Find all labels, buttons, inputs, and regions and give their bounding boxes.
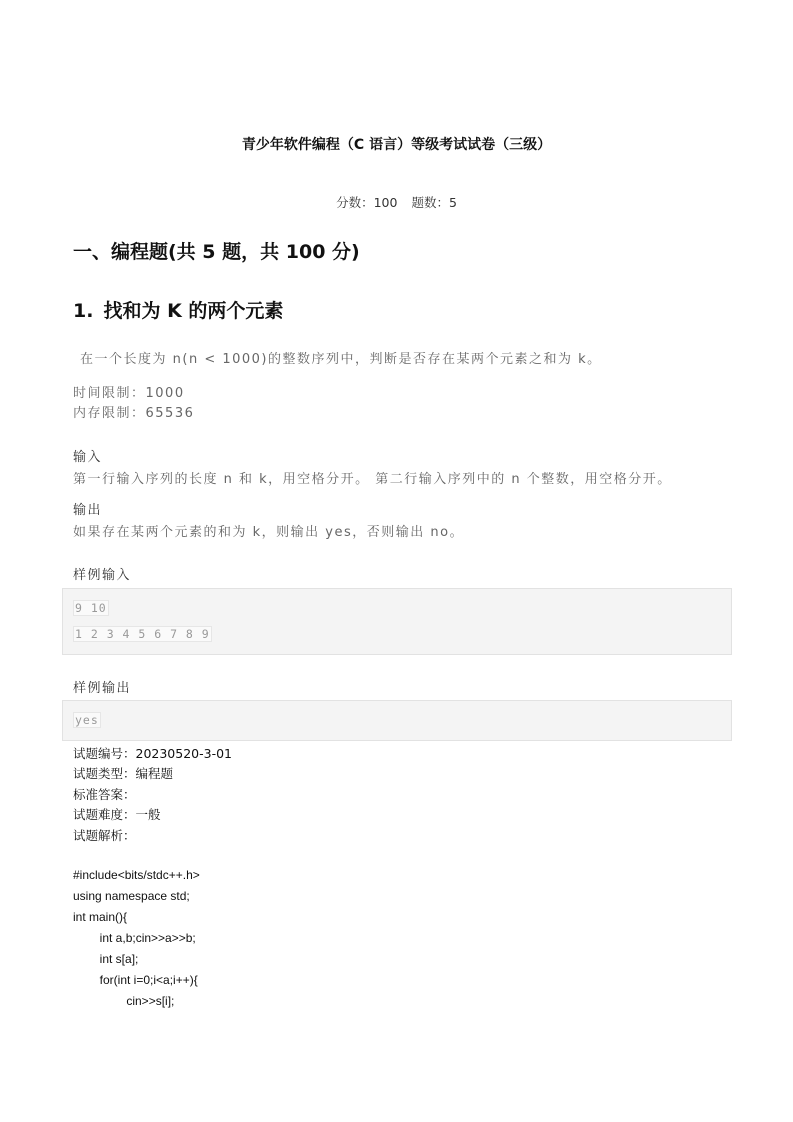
question-description: 在一个长度为 n(n < 1000)的整数序列中，判断是否存在某两个元素之和为 k。 — [80, 352, 602, 367]
sample-output-box — [62, 700, 732, 741]
standard-answer-label: 标准答案： — [73, 787, 136, 802]
code-line: cin>>s[i]; — [73, 994, 175, 1008]
code-line: int s[a]; — [73, 952, 139, 966]
input-description: 第一行输入序列的长度 n 和 k，用空格分开。 第二行输入序列中的 n 个整数，用空格分开。 — [73, 472, 672, 487]
memory-limit: 内存限制：65536 — [73, 406, 195, 421]
time-limit: 时间限制：1000 — [73, 386, 185, 401]
difficulty: 试题难度：一般 — [73, 807, 161, 822]
input-label: 输入 — [73, 450, 103, 465]
code-line: #include<bits/stdc++.h> — [73, 868, 200, 882]
total-score: 分数：100 — [336, 195, 398, 210]
question-type: 试题类型：编程题 — [73, 766, 174, 781]
sample-input-box — [62, 588, 732, 655]
question-id: 试题编号：20230520-3-01 — [73, 746, 233, 761]
score-summary — [0, 193, 793, 211]
document-title: 青少年软件编程（C 语言）等级考试试卷（三级） — [241, 137, 552, 153]
sample-output-line: yes — [75, 713, 99, 727]
sample-input-line: 9 10 — [75, 601, 107, 615]
question-title-text: 找和为 K 的两个元素 — [103, 300, 284, 322]
output-label: 输出 — [73, 503, 103, 518]
code-line: int main(){ — [73, 910, 128, 924]
sample-input-label: 样例输入 — [73, 568, 132, 583]
question-count: 题数：5 — [411, 195, 457, 210]
analysis-label: 试题解析： — [73, 828, 136, 843]
question-title — [73, 296, 283, 323]
code-line: using namespace std; — [73, 889, 190, 903]
sample-input-line: 1 2 3 4 5 6 7 8 9 — [75, 627, 210, 641]
sample-output-label: 样例输出 — [73, 681, 132, 696]
code-line: for(int i=0;i<a;i++){ — [73, 973, 198, 987]
section-heading: 一、编程题(共 5 题，共 100 分) — [73, 241, 360, 263]
code-line: int a,b;cin>>a>>b; — [73, 931, 196, 945]
question-number: 1. — [73, 300, 94, 322]
output-description: 如果存在某两个元素的和为 k，则输出 yes，否则输出 no。 — [73, 525, 465, 540]
